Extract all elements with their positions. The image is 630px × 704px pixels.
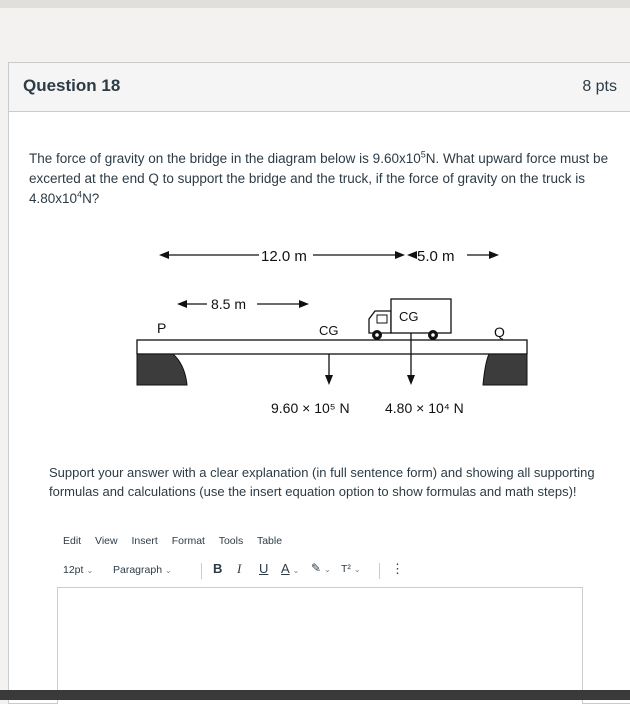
label-q: Q (494, 324, 505, 340)
bridge-deck (137, 340, 527, 354)
toolbar-divider (379, 563, 380, 579)
menu-edit[interactable]: Edit (63, 535, 82, 547)
support-p (137, 354, 187, 385)
editor-menubar (63, 535, 293, 547)
block-format-value: Paragraph (113, 564, 163, 576)
superscript-button[interactable] (341, 563, 361, 575)
chevron-down-icon: ⌄ (324, 565, 331, 574)
dimension-8-5m-label: 8.5 m (211, 296, 247, 312)
superscript-icon: T² (341, 563, 351, 575)
toolbar-divider (201, 563, 202, 579)
chevron-down-icon: ⌄ (353, 565, 361, 574)
rich-text-editor-area[interactable] (57, 587, 583, 704)
support-q (483, 354, 527, 385)
chevron-down-icon: ⌄ (292, 566, 300, 575)
editor-toolbar (63, 560, 623, 582)
chevron-down-icon: ⌄ (86, 566, 94, 575)
prompt-text-1: The force of gravity on the bridge in the diagram below is 9.60x10 (29, 151, 421, 166)
italic-button[interactable]: I (237, 561, 242, 576)
chevron-down-icon: ⌄ (165, 566, 172, 575)
force-arrow-bridge (325, 354, 333, 385)
menu-tools[interactable]: Tools (218, 535, 244, 547)
label-p: P (157, 320, 167, 336)
dimension-5m (407, 248, 499, 265)
menu-view[interactable]: View (95, 535, 118, 547)
label-cg-truck: CG (399, 309, 419, 324)
prompt-text-3: N? (82, 191, 100, 206)
text-color-icon: A (281, 561, 290, 576)
more-vertical-icon: ⋮ (391, 561, 404, 576)
highlight-button[interactable] (311, 561, 331, 575)
question-prompt (29, 149, 609, 209)
force-bridge-label: 9.60 × 10⁵ N (271, 400, 350, 416)
underline-button[interactable]: U (259, 561, 269, 576)
question-title: Question 18 (23, 76, 121, 95)
bridge-diagram (111, 237, 531, 457)
dimension-12m-label: 12.0 m (261, 248, 307, 265)
force-truck-label: 4.80 × 10⁴ N (385, 400, 464, 416)
question-header (9, 63, 630, 112)
menu-table[interactable]: Table (256, 535, 283, 547)
bottom-bar (0, 690, 630, 700)
bold-button[interactable]: B (213, 561, 223, 576)
support-instructions: Support your answer with a clear explanation (in full sentence form) and showing all supporting formulas and calculations (use the insert equation option to show formulas and math steps)! (49, 465, 595, 499)
label-cg-bridge: CG (319, 323, 339, 338)
prompt-exponent-2: 4 (77, 189, 83, 200)
highlight-icon: ✎ (311, 561, 322, 575)
more-options-button[interactable] (391, 561, 404, 577)
text-color-button[interactable] (281, 561, 299, 576)
top-strip (0, 0, 630, 8)
prompt-text-2: N. What upward force must be excerted at the end Q to support the bridge and the truck, if the force of gravity on the truck is 4.80x10 (29, 151, 609, 206)
dimension-12m (159, 248, 405, 265)
menu-insert[interactable]: Insert (131, 535, 158, 547)
font-size-select[interactable] (63, 564, 93, 576)
question-card (8, 62, 630, 704)
menu-format[interactable]: Format (171, 535, 205, 547)
truck-icon (369, 299, 451, 340)
prompt-exponent-1: 5 (420, 149, 426, 160)
dimension-8-5m (177, 296, 309, 312)
font-size-value: 12pt (63, 564, 84, 576)
block-format-select[interactable] (113, 564, 172, 576)
question-points: 8 pts (582, 78, 617, 95)
dimension-5m-label: 5.0 m (417, 248, 455, 265)
